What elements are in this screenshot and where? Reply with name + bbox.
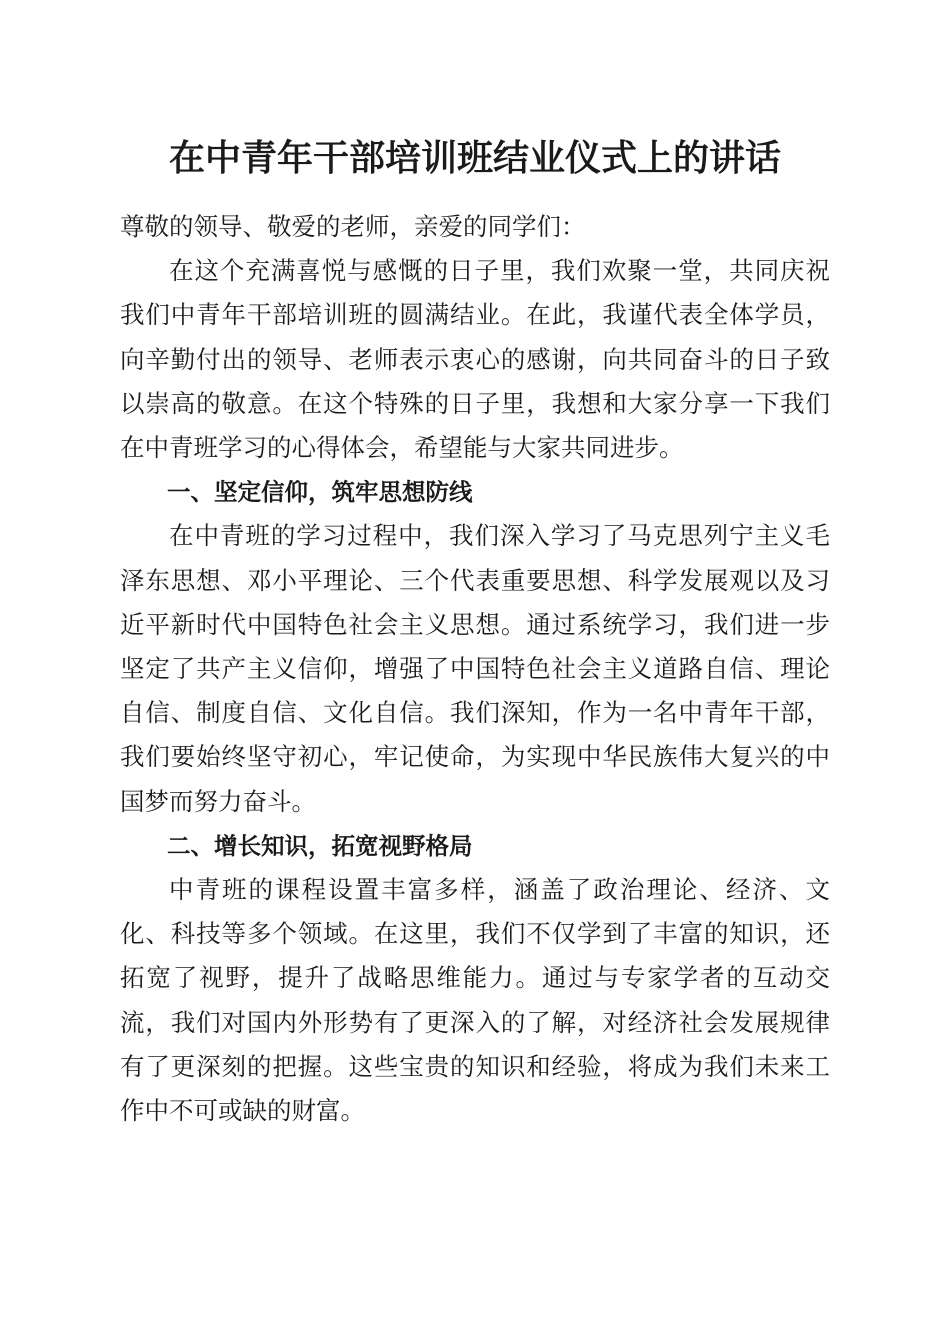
document-body bbox=[120, 205, 830, 1133]
section-paragraph-2: 中青班的课程设置丰富多样，涵盖了政治理论、经济、文化、科技等多个领域。在这里，我们不仅学到了丰富的知识，还拓宽了视野，提升了战略思维能力。通过与专家学者的互动交流，我们对国内外形势有了更深入的了解，对经济社会发展规律有了更深刻的把握。这些宝贵的知识和经验，将成为我们未来工作中不可或缺的财富。 bbox=[120, 875, 830, 1126]
document-title: 在中青年干部培训班结业仪式上的讲话 bbox=[168, 137, 781, 179]
intro-paragraph: 在这个充满喜悦与感慨的日子里，我们欢聚一堂，共同庆祝我们中青年干部培训班的圆满结业。在此，我谨代表全体学员，向辛勤付出的领导、老师表示衷心的感谢，向共同奋斗的日子致以崇高的敬意。在这个特殊的日子里，我想和大家分享一下我们在中青班学习的心得体会，希望能与大家共同进步。 bbox=[120, 256, 830, 463]
salutation: 尊敬的领导、敬爱的老师，亲爱的同学们： bbox=[120, 212, 586, 241]
section-heading-1: 一、坚定信仰，筑牢思想防线 bbox=[167, 478, 473, 507]
section-paragraph-1: 在中青班的学习过程中，我们深入学习了马克思列宁主义毛泽东思想、邓小平理论、三个代表重要思想、科学发展观以及习近平新时代中国特色社会主义思想。通过系统学习，我们进一步坚定了共产主义信仰，增强了中国特色社会主义道路自信、理论自信、制度自信、文化自信。我们深知，作为一名中青年干部，我们要始终坚守初心，牢记使命，为实现中华民族伟大复兴的中国梦而努力奋斗。 bbox=[120, 521, 830, 816]
section-heading-2: 二、增长知识，拓宽视野格局 bbox=[167, 831, 473, 860]
